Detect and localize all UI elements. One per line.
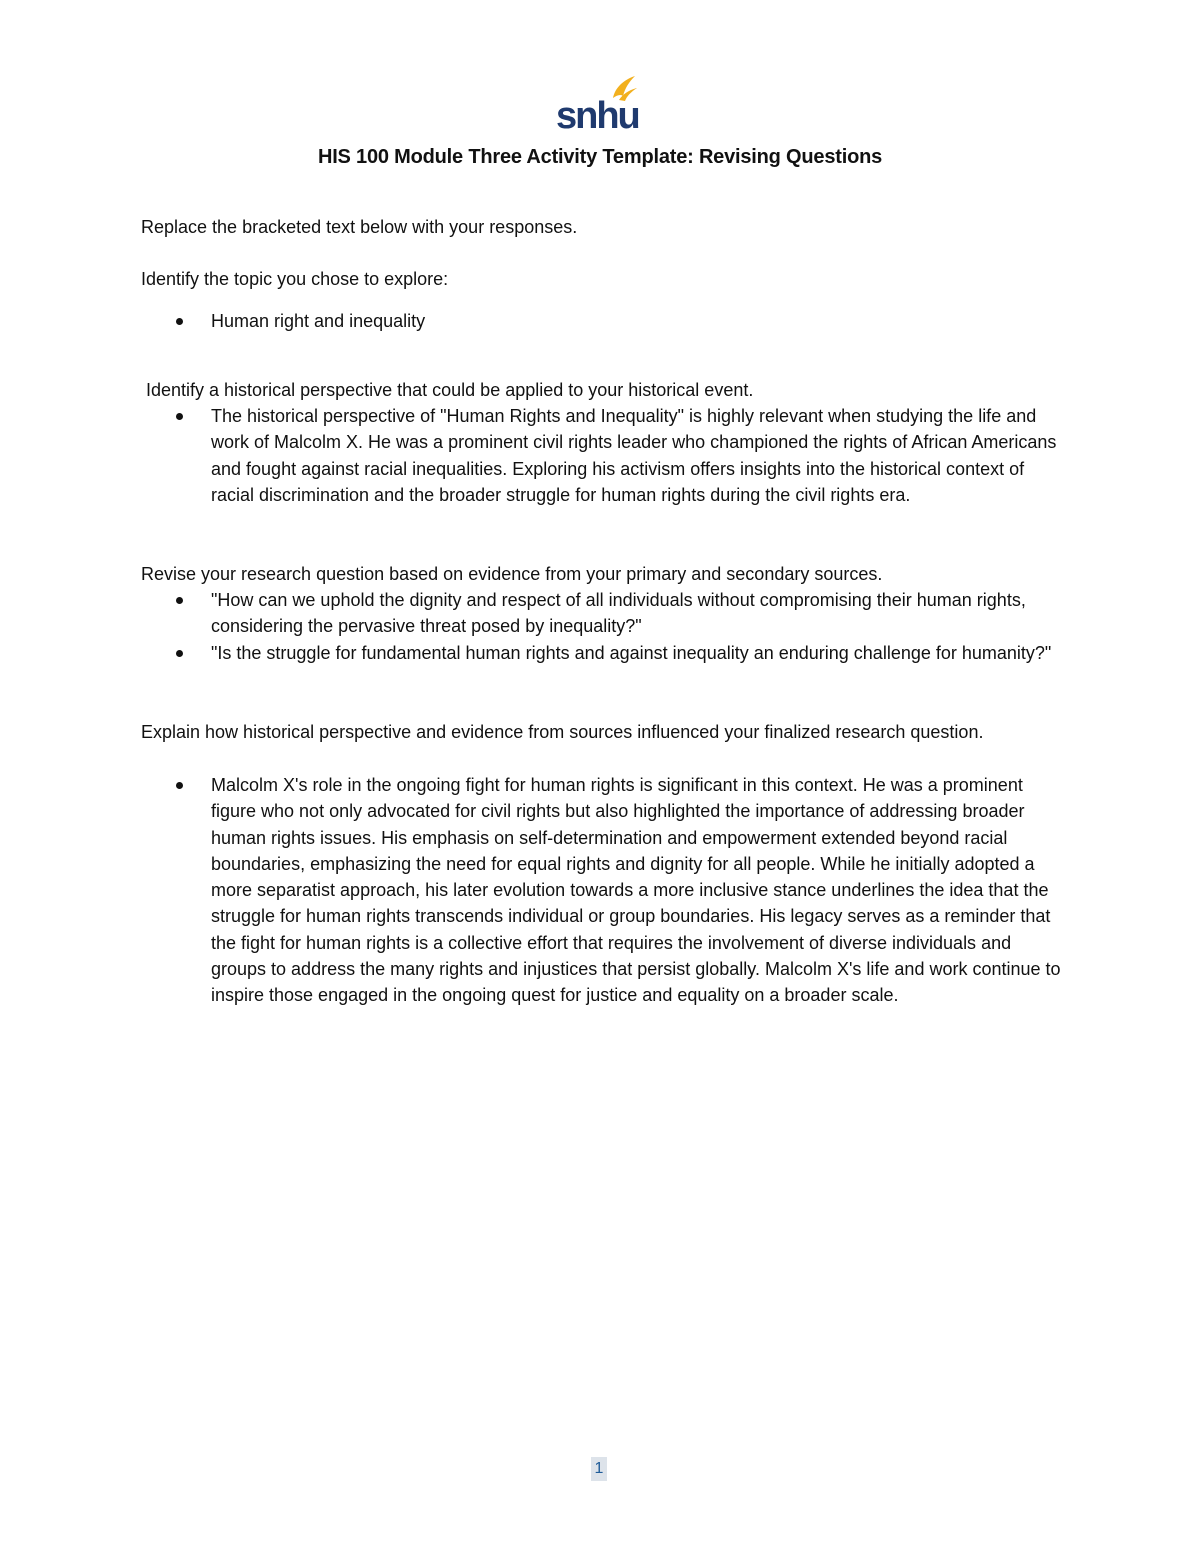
- explain-bullet-list: [141, 772, 1061, 1009]
- list-item: "Is the struggle for fundamental human rights and against inequality an enduring challenge for humanity?": [141, 640, 1061, 666]
- bullet-icon: [176, 782, 183, 789]
- bullet-icon: [176, 650, 183, 657]
- bullet-icon: [176, 413, 183, 420]
- document-title: HIS 100 Module Three Activity Template: Revising Questions: [317, 146, 883, 168]
- prompt-perspective: Identify a historical perspective that could be applied to your historical event.: [141, 380, 754, 400]
- perspective-bullet-list: [141, 403, 1061, 508]
- prompt-topic: Identify the topic you chose to explore:: [141, 269, 449, 289]
- instruction-text: Replace the bracketed text below with your responses.: [141, 217, 578, 237]
- list-item: "How can we uphold the dignity and respect of all individuals without compromising their human rights, considering the pervasive threat posed by inequality?": [141, 587, 1061, 640]
- snhu-logo: [555, 74, 639, 132]
- revise-bullet-list: [141, 587, 1061, 666]
- topic-bullet-list: [141, 308, 1061, 334]
- prompt-explain: Explain how historical perspective and evidence from sources influenced your finalized research question.: [141, 722, 984, 742]
- list-item: Human right and inequality: [141, 308, 1061, 334]
- page-number: 1: [591, 1457, 607, 1481]
- list-item: The historical perspective of "Human Rights and Inequality" is highly relevant when studying the life and work of Malcolm X. He was a prominent civil rights leader who championed the rights of African Americans and fought against racial inequalities. Exploring his activism offers insights into the historical context of racial discrimination and the broader struggle for human rights during the civil rights era.: [141, 403, 1061, 508]
- bullet-icon: [176, 318, 183, 325]
- list-item: Malcolm X's role in the ongoing fight for human rights is significant in this context. He was a prominent figure who not only advocated for civil rights but also highlighted the importance of addressing broader human rights issues. His emphasis on self-determination and empowerment extended beyond racial boundaries, emphasizing the need for equal rights and dignity for all people. While he initially adopted a more separatist approach, his later evolution towards a more inclusive stance underlines the idea that the struggle for human rights transcends individual or group boundaries. His legacy serves as a reminder that the fight for human rights is a collective effort that requires the involvement of diverse individuals and groups to address the many rights and injustices that persist globally. Malcolm X's life and work continue to inspire those engaged in the ongoing quest for justice and equality on a broader scale.: [141, 772, 1061, 1009]
- logo-text: snhu: [556, 95, 639, 132]
- bullet-icon: [176, 597, 183, 604]
- prompt-revise: Revise your research question based on evidence from your primary and secondary sources.: [141, 564, 883, 584]
